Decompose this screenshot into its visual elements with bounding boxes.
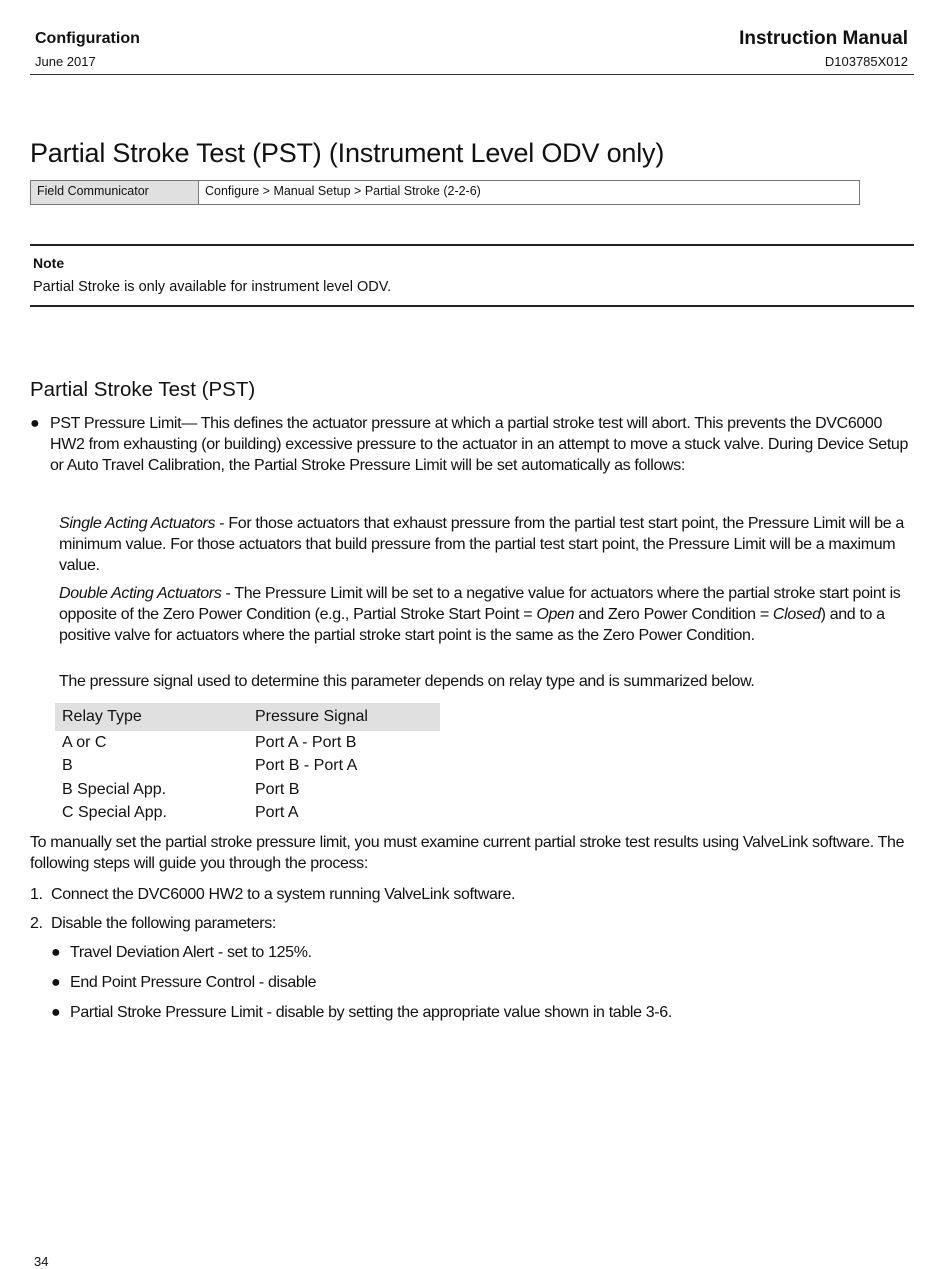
relay-type-table (55, 703, 440, 825)
manual-intro: To manually set the partial stroke pressure limit, you must examine current partial stroke test results using ValveLink software. The following steps will guide you through the process: (30, 834, 905, 872)
signal-intro: The pressure signal used to determine this parameter depends on relay type and is summarized below. (59, 673, 755, 690)
bullet-lead: PST Pressure Limit (50, 415, 182, 432)
single-acting-label: Single Acting Actuators (59, 515, 216, 532)
double-acting-text-1: - The Pressure Limit will be set to a negative value for actuators where the partial stroke start point is opposite of the Zero Power Condition (e.g., Partial Stroke Start Point = (59, 585, 901, 623)
sub-bullet-text: End Point Pressure Control - disable (70, 974, 317, 991)
header-manual-title: Instruction Manual (739, 28, 908, 49)
double-acting-paragraph (59, 583, 917, 646)
sub-bullet-item (30, 972, 914, 1002)
page-number: 34 (34, 1254, 49, 1269)
relay-type-cell: A or C (62, 733, 107, 751)
sub-bullet-item (30, 1002, 914, 1032)
bullet-text: — This defines the actuator pressure at which a partial stroke test will abort. This prevents the DVC6000 HW2 from exhausting (or building) excessive pressure to the actuator in an attempt to move a stuck valve. During Device Setup or Auto Travel Calibration, the Partial Stroke Pressure Limit will be set automatically as follows: (50, 415, 909, 474)
sub-bullet-item (30, 942, 914, 972)
section-title: Partial Stroke Test (PST) (30, 378, 256, 401)
single-acting-text: - For those actuators that exhaust pressure from the partial test start point, the Pressure Limit will be a minimum value. For those actuators that build pressure from the partial test start point, the Pressure Limit will be a maximum value. (59, 515, 904, 574)
field-communicator-path: Configure > Manual Setup > Partial Stroke (2-2-6) (205, 184, 481, 198)
double-acting-label: Double Acting Actuators (59, 585, 222, 602)
note-top-rule (30, 244, 914, 246)
table-row (55, 755, 440, 779)
double-acting-text-2: and Zero Power Condition = (574, 606, 773, 623)
bullet-icon: ● (30, 415, 40, 432)
table-row (55, 778, 440, 802)
relay-type-cell: B (62, 757, 73, 775)
table-header-row (55, 703, 440, 731)
header-date: June 2017 (35, 54, 96, 69)
sub-bullet-text: Partial Stroke Pressure Limit - disable by setting the appropriate value shown in table 3-6. (70, 1004, 672, 1021)
pressure-signal-cell: Port B (255, 780, 300, 798)
step-text: Disable the following parameters: (51, 915, 277, 932)
closed-term: Closed (772, 606, 821, 623)
single-acting-paragraph (59, 513, 917, 576)
column-header-relay-type: Relay Type (55, 703, 248, 731)
note-text: Partial Stroke is only available for instrument level ODV. (33, 279, 392, 295)
table-row (55, 802, 440, 826)
pressure-signal-cell: Port A (255, 804, 299, 822)
header-doc-number: D103785X012 (824, 54, 908, 69)
step-item (30, 913, 914, 942)
step-item (30, 884, 914, 913)
note-bottom-rule (30, 305, 914, 307)
double-acting-text-3: ) and to a positive valve for actuators where the partial stroke start point is the same as the Zero Power Condition. (59, 606, 885, 644)
pressure-signal-cell: Port B - Port A (255, 757, 358, 775)
open-term: Open (536, 606, 575, 623)
sub-bullet-text: Travel Deviation Alert - set to 125%. (70, 944, 312, 961)
step-text: Connect the DVC6000 HW2 to a system running ValveLink software. (51, 886, 516, 903)
step-number: 1. (30, 886, 43, 903)
header-section-title: Configuration (35, 30, 140, 47)
step-number: 2. (30, 915, 43, 932)
note-title: Note (33, 255, 65, 271)
pressure-signal-cell: Port A - Port B (255, 733, 357, 751)
page-title: Partial Stroke Test (PST) (Instrument Level ODV only) (30, 138, 665, 168)
field-communicator-label: Field Communicator (31, 181, 199, 204)
relay-type-cell: C Special App. (62, 804, 167, 822)
table-row (55, 731, 440, 755)
field-communicator-table (30, 180, 860, 205)
relay-type-cell: B Special App. (62, 780, 167, 798)
bullet-icon: ● (51, 1004, 61, 1021)
steps-list (30, 884, 914, 1032)
bullet-icon: ● (51, 944, 61, 961)
column-header-pressure-signal: Pressure Signal (248, 703, 440, 731)
header-divider (30, 74, 914, 75)
pst-pressure-limit-bullet (30, 413, 914, 476)
bullet-icon: ● (51, 974, 61, 991)
